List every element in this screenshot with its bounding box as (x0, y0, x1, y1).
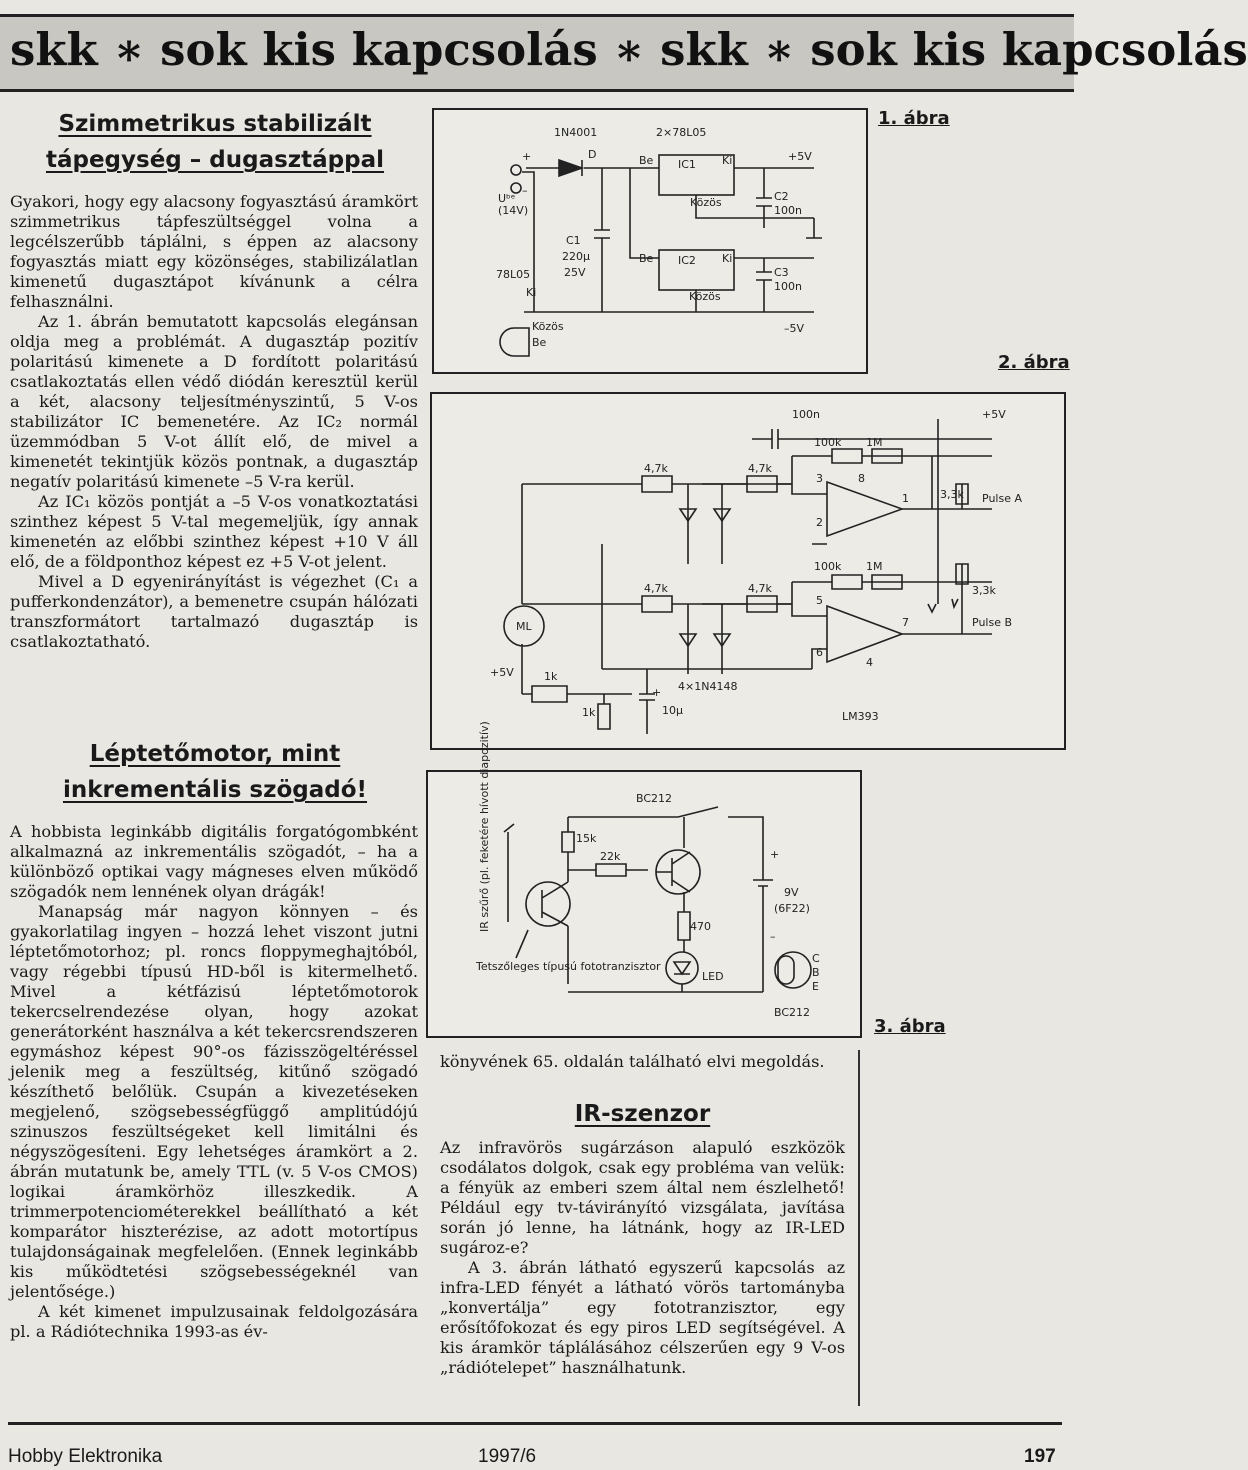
fig1-text: Közös (690, 196, 722, 209)
figure-1 (432, 108, 868, 374)
column-rule (858, 1050, 860, 1406)
fig2-text: ML (516, 620, 532, 633)
fig1-text: 2×78L05 (656, 126, 707, 139)
fig1-text: –5V (784, 322, 805, 335)
figure-1-label: 1. ábra (878, 108, 950, 129)
fig2-text: 1M (866, 560, 883, 573)
fig2-text: + (652, 686, 662, 699)
article3-body (440, 1138, 845, 1378)
article2-continuation (440, 1052, 845, 1072)
fig1-text: Uᵇᵉ (498, 192, 516, 205)
fig2-text: 1 (902, 492, 909, 505)
fig1-text: IC2 (678, 254, 696, 267)
figure-3-schematic (428, 721, 860, 1036)
article1-title-line1: Szimmetrikus stabilizált (58, 111, 372, 137)
fig1-text: 220μ (562, 250, 590, 263)
fig1-text: Be (639, 252, 654, 265)
fig3-text: LED (702, 970, 724, 983)
article3-paragraph: A 3. ábrán látható egyszerű kapcsolás az infra-LED fényét a látható vörös tartományba „konvertálja” egy fototranzisztor, egy erősítőfokozat és egy piros LED segítségével. A kis áramkör táplálásához célszerűen egy 9 V-os „rádiótelepet” használhatunk. (440, 1258, 845, 1377)
fig1-text: Ki (722, 154, 733, 167)
fig1-text: (14V) (498, 204, 529, 217)
fig2-text: 4,7k (644, 582, 668, 595)
fig2-text: 5 (816, 594, 823, 607)
fig3-text: E (812, 980, 819, 993)
fig3-text: 15k (576, 832, 597, 845)
article1-body (10, 192, 418, 652)
fig1-text: Ki (722, 252, 733, 265)
fig2-text: 1k (582, 706, 596, 719)
fig1-text: 78L05 (496, 268, 531, 281)
fig1-text: 1N4001 (554, 126, 598, 139)
fig1-text: +5V (788, 150, 812, 163)
fig2-text: 4 (866, 656, 873, 669)
fig3-text: IR szűrő (pl. feketére hívott diapozitív) (478, 721, 491, 932)
figure-2 (430, 392, 1066, 750)
fig3-text: + (770, 848, 780, 861)
fig2-text: +5V (982, 408, 1006, 421)
fig1-text: 25V (564, 266, 586, 279)
fig2-text: 4,7k (748, 462, 772, 475)
fig2-text: 4×1N4148 (678, 680, 738, 693)
article3-title: IR-szenzor (574, 1101, 711, 1127)
fig1-text: D (588, 148, 597, 161)
fig1-text: C2 (774, 190, 789, 203)
article2-body (10, 822, 418, 1342)
article2-paragraph: Manapság már nagyon könnyen – és gyakorlatilag ingyen – hozzá lehet viszont jutni léptetőmotorhoz; pl. roncs floppymeghajtóból, vagy régebbi típusú HD-ből is kitermelhető. Mivel a kétfázisú léptetőmotorok tekercselrendezése olyan, hogy azokat generátorként használva a két tekercsrendszeren egymáshoz képest 90°-os fázisszögeltéréssel jelenik meg a feszültség, kitűnő szögadó készíthető belőlük. Csupán a kivezetéseken megjelenő, szögsebességfüggő amplitúdójú szinuszos feszültségeket kell limitálni és négyszögesíteni. Egy lehetséges áramkört a 2. ábrán mutatunk be, amely TTL (v. 5 V-os CMOS) logikai áramkörhöz illeszkedik. A trimmerpotenciométerekkel beállítható a két komparátor hiszterézise, az adott motortípus tulajdonságainak megfelelően. (Ennek leginkább kis működtetési szögsebességeknél van jelentősége.) (10, 902, 418, 1301)
page-banner (0, 14, 1248, 92)
fig3-text: (6F22) (774, 902, 810, 915)
fig3-text: Tetszőleges típusú fototranzisztor (476, 960, 661, 973)
fig1-text: – (522, 184, 528, 197)
article2-paragraph: A két kimenet impulzusainak feldolgozására pl. a Rádiótechnika 1993-as év- (10, 1302, 418, 1341)
fig1-text: + (522, 150, 532, 163)
fig2-text: 1k (544, 670, 558, 683)
footer-magazine: Hobby Elektronika (8, 1446, 163, 1467)
fig2-text: 4,7k (644, 462, 668, 475)
fig3-text: 22k (600, 850, 621, 863)
fig1-text: IC1 (678, 158, 696, 171)
fig2-text: 6 (816, 646, 823, 659)
fig1-text: Közös (689, 290, 721, 303)
article1-paragraph: Gyakori, hogy egy alacsony fogyasztású áramkört szimmetrikus tápfeszültséggel volna a legcélszerűbb táplálni, s éppen az alacsony fogyasztás miatt egy közönséges, stabilizálatlan kimenetű dugasztápot kívánunk a célra felhasználni. (10, 192, 418, 311)
fig2-text: 2 (816, 516, 823, 529)
article1-title (30, 106, 400, 178)
fig2-text: Pulse B (972, 616, 1013, 629)
article2-title-line2: inkrementális szögadó! (62, 777, 368, 803)
footer-issue: 1997/6 (478, 1446, 537, 1467)
article1-paragraph: Mivel a D egyenirányítást is végezhet (C₁ a pufferkondenzátor), a bemenetre csupán hálózati transzformátort tartalmazó dugasztáp is csatlakoztatható. (10, 572, 418, 651)
fig2-text: 100k (814, 436, 842, 449)
fig3-text: BC212 (774, 1006, 811, 1019)
article2-title-line1: Léptetőmotor, mint (89, 741, 341, 767)
fig1-text: 100n (774, 204, 802, 217)
fig3-text: – (770, 930, 776, 943)
fig2-text: +5V (490, 666, 514, 679)
fig2-text: 10μ (662, 704, 683, 717)
fig1-text: 100n (774, 280, 802, 293)
fig2-text: 7 (902, 616, 909, 629)
fig2-text: 3,3k (972, 584, 996, 597)
fig2-text: LM393 (842, 710, 879, 723)
footer-page-number: 197 (1024, 1446, 1056, 1467)
fig2-text: 4,7k (748, 582, 772, 595)
footer-rule (8, 1422, 1062, 1425)
article1-title-line2: tápegység – dugasztáppal (45, 147, 385, 173)
fig1-text: Be (639, 154, 654, 167)
fig2-text: 1M (866, 436, 883, 449)
figure-2-label: 2. ábra (998, 352, 1070, 373)
article3-paragraph: Az infravörös sugárzáson alapuló eszközök csodálatos dolgok, csak egy probléma van velük: a fényük az emberi szem által nem észlelhető! Például egy tv-távirányító vizsgálata, javítása során jó lenne, ha látnánk, hogy az IR-LED sugároz-e? (440, 1138, 845, 1257)
fig2-text: 3,3k (940, 488, 964, 501)
fig2-text: 100n (792, 408, 820, 421)
fig1-text: C1 (566, 234, 581, 247)
fig1-text: Ki (526, 286, 537, 299)
fig3-text: C (812, 952, 820, 965)
article2-continuation-text: könyvének 65. oldalán található elvi megoldás. (440, 1052, 825, 1071)
figure-3 (426, 721, 862, 1038)
fig2-text: 100k (814, 560, 842, 573)
fig3-text: 470 (690, 920, 711, 933)
fig1-text: C3 (774, 266, 789, 279)
figure-1-schematic (434, 110, 866, 372)
article2-title (30, 736, 400, 808)
banner-title: skk ∗ sok kis kapcsolás ∗ skk ∗ sok kis kapcsolás (10, 23, 1248, 76)
article2-paragraph: A hobbista leginkább digitális forgatógombként alkalmazná az inkrementális szögadót, – ha a különböző optikai vagy mágneses elven működő szögadók nem lennének olyan drágák! (10, 822, 418, 901)
fig3-text: B (812, 966, 820, 979)
article1-paragraph: Az IC₁ közös pontját a –5 V-os vonatkoztatási szinthez képest 5 V-tal megemeljük, így annak kimenetén az előbbi szinthez képest +10 V áll elő, de a földponthoz képest ez +5 V-ot jelent. (10, 492, 418, 571)
fig1-text: Közös (532, 320, 564, 333)
fig2-text: 3 (816, 472, 823, 485)
article1-paragraph: Az 1. ábrán bemutatott kapcsolás elegánsan oldja meg a problémát. A dugasztáp pozitív polaritású kimenete a D fordított polaritású csatlakoztatás ellen védő diódán keresztül kerül a két, alacsony teljesítményszintű, 5 V-os stabilizátor IC bemenetére. Az IC₂ normál üzemmódban 5 V-ot állít elő, de mivel a kimenetét tekintjük közös pontnak, a dugasztáp negatív polaritású kimenete –5 V-ra kerül. (10, 312, 418, 491)
fig1-text: Be (532, 336, 547, 349)
figure-3-label: 3. ábra (874, 1016, 946, 1037)
fig2-text: 8 (858, 472, 865, 485)
fig3-text: 9V (784, 886, 799, 899)
fig2-text: Pulse A (982, 492, 1022, 505)
figure-2-schematic (432, 394, 1064, 748)
fig3-text: BC212 (636, 792, 673, 805)
